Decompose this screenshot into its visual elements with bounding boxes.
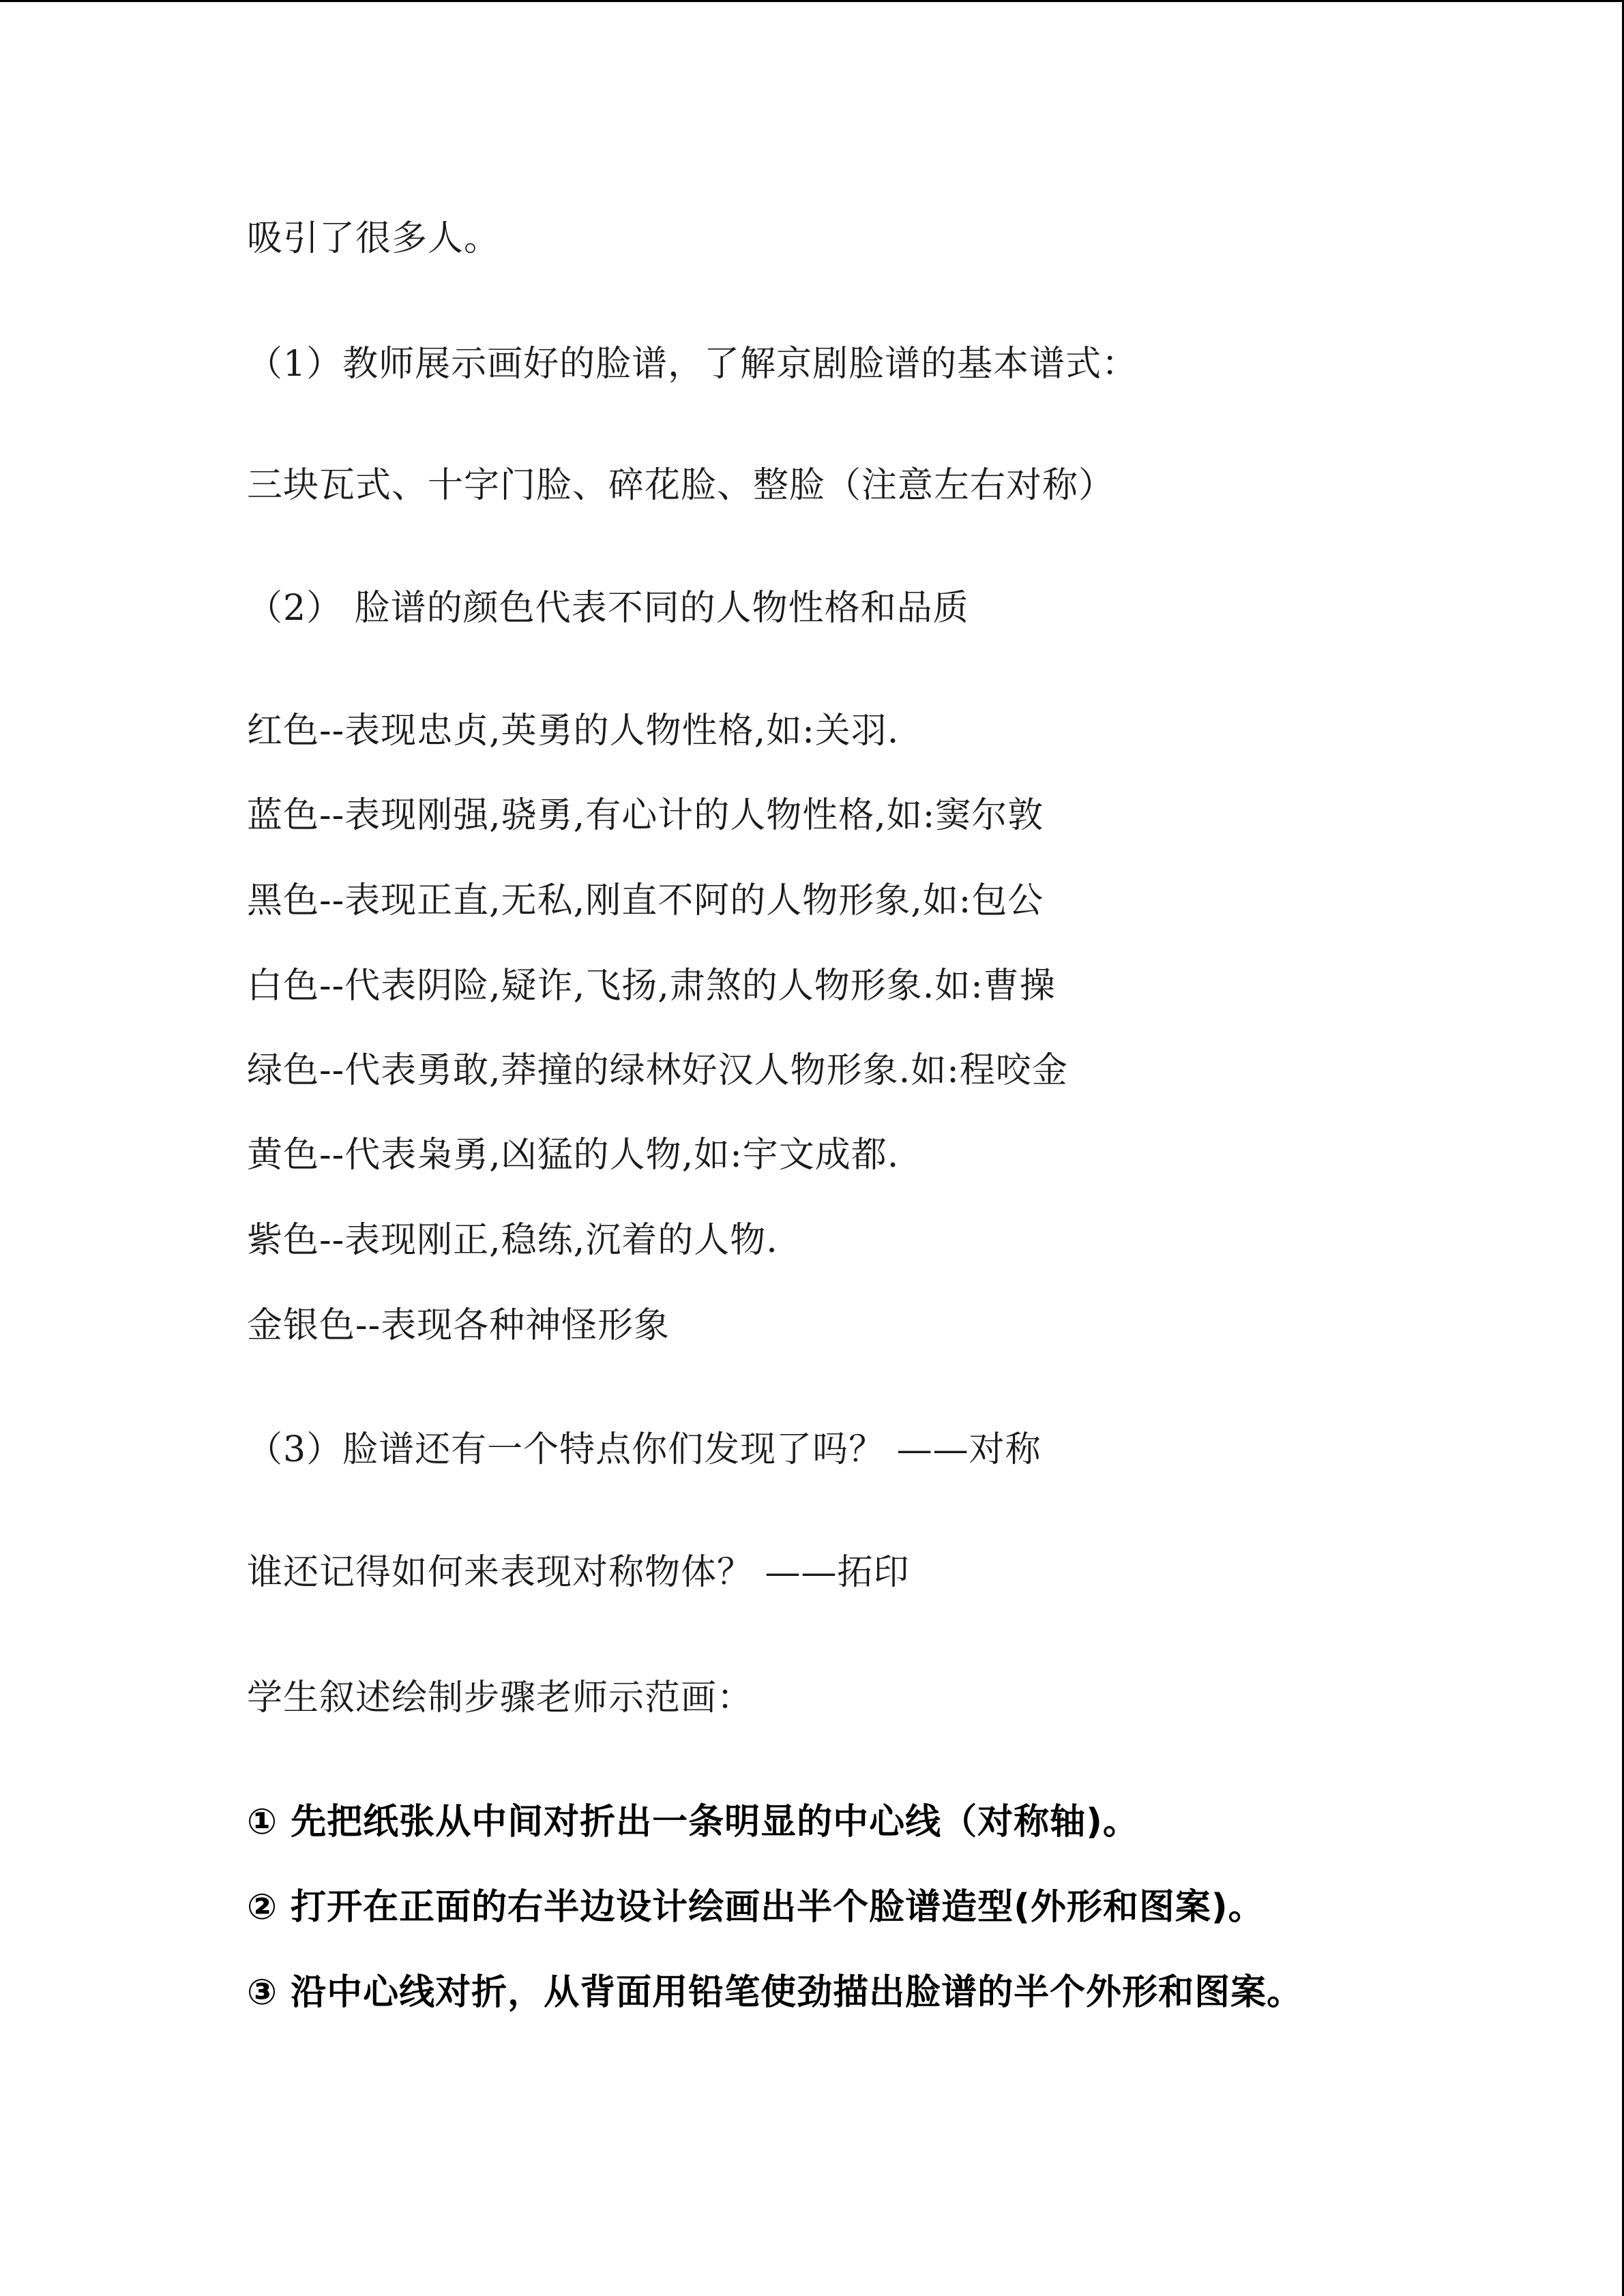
drawing-step-1: ① 先把纸张从中间对折出一条明显的中心线（对称轴)。: [247, 1802, 1139, 1843]
color-item-purple: 紫色--表现刚正,稳练,沉着的人物.: [247, 1220, 778, 1261]
color-item-red: 红色--表现忠贞,英勇的人物性格,如:关羽.: [247, 711, 900, 751]
color-item-black: 黑色--表现正直,无私,刚直不阿的人物形象,如:包公: [247, 880, 1044, 921]
color-item-green: 绿色--代表勇敢,莽撞的绿林好汉人物形象.如:程咬金: [247, 1050, 1068, 1091]
paragraph-demo: 学生叙述绘制步骤老师示范画：: [247, 1678, 754, 1718]
page-top-border: [0, 0, 1624, 2]
drawing-step-3: ③ 沿中心线对折，从背面用铅笔使劲描出脸谱的半个外形和图案。: [247, 1972, 1303, 2013]
paragraph-step-3: （3）脸谱还有一个特点你们发现了吗？ ——对称: [247, 1429, 1042, 1470]
paragraph-step-2: （2） 脸谱的颜色代表不同的人物性格和品质: [247, 588, 969, 629]
color-item-yellow: 黄色--代表枭勇,凶猛的人物,如:宇文成都.: [247, 1135, 900, 1176]
paragraph-question: 谁还记得如何来表现对称物体？ ——拓印: [247, 1552, 910, 1593]
drawing-step-2: ② 打开在正面的右半边设计绘画出半个脸谱造型(外形和图案)。: [247, 1887, 1265, 1928]
color-item-gold-silver: 金银色--表现各种神怪形象: [247, 1305, 670, 1346]
paragraph-step-1: （1）教师展示画好的脸谱，了解京剧脸谱的基本谱式：: [247, 344, 1138, 385]
paragraph-face-types: 三块瓦式、十字门脸、碎花脸、整脸（注意左右对称）: [247, 465, 1115, 506]
paragraph-intro: 吸引了很多人。: [247, 218, 501, 259]
color-item-blue: 蓝色--表现刚强,骁勇,有心计的人物性格,如:窦尔敦: [247, 795, 1044, 836]
color-item-white: 白色--代表阴险,疑诈,飞扬,肃煞的人物形象.如:曹操: [247, 966, 1056, 1007]
